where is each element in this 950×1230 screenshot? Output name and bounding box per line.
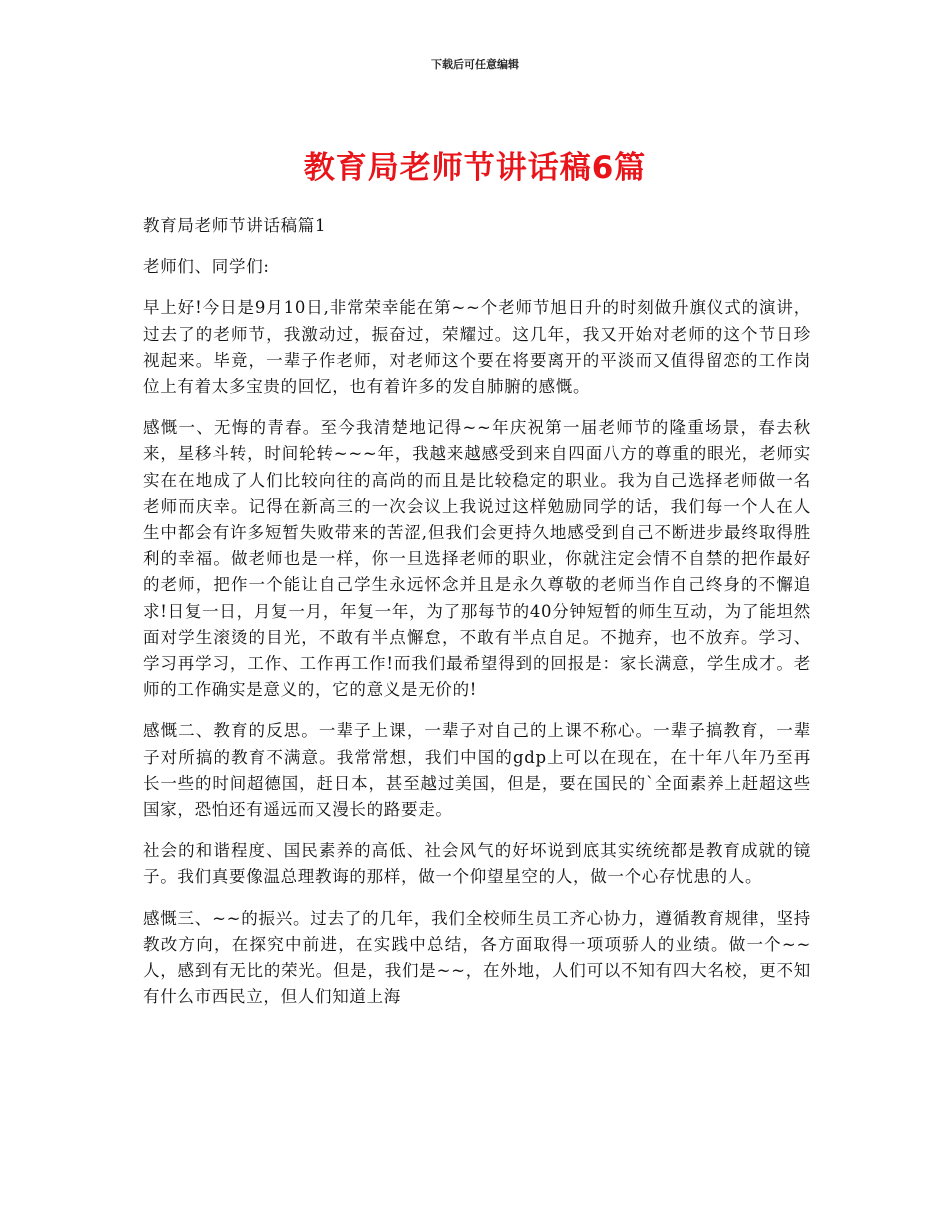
body-paragraph: 早上好!今日是9月10日,非常荣幸能在第~~个老师节旭日升的时刻做升旗仪式的演讲，过去了的老师节，我激动过，振奋过，荣耀过。这几年，我又开始对老师的这个节日珍视起来。毕竟，一辈子作老师，对老师这个要在将要离开的平淡而又值得留恋的工作岗位上有着太多宝贵的回忆，也有着许多的发自肺腑的感慨。 xyxy=(143,298,811,397)
salutation: 老师们、同学们: xyxy=(143,257,270,277)
header-note: 下载后可任意编辑 xyxy=(431,58,519,71)
body-paragraph: 感慨一、无悔的青春。至今我清楚地记得~~年庆祝第一届老师节的隆重场景，春去秋来，星移斗转，时间轮转~~~年，我越来越感受到来自四面八方的尊重的眼光，老师实实在在地成了人们比较向往的高尚的而且是比较稳定的职业。我为自己选择老师做一名老师而庆幸。记得在新高三的一次会议上我说过这样勉励同学的话，我们每一个人在人生中都会有许多短暂失败带来的苦涩,但我们会更持久地感受到自己不断进步最终取得胜利的幸福。做老师也是一样，你一旦选择老师的职业，你就注定会情不自禁的把作最好的老师，把作一个能让自己学生永远怀念并且是永久尊敬的老师当作自己终身的不懈追求!日复一日，月复一月，年复一年，为了那每节的40分钟短暂的师生互动，为了能坦然面对学生滚烫的目光，不敢有半点懈怠，不敢有半点自足。不抛弃，也不放弃。学习、学习再学习，工作、工作再工作!而我们最希望得到的回报是：家长满意，学生成才。老师的工作确实是意义的，它的意义是无价的! xyxy=(143,418,811,700)
section-heading: 教育局老师节讲话稿篇1 xyxy=(143,216,327,235)
document-body xyxy=(143,213,811,1010)
body-paragraph: 感慨二、教育的反思。一辈子上课，一辈子对自己的上课不称心。一辈子搞教育，一辈子对所搞的教育不满意。我常常想，我们中国的gdp上可以在现在，在十年八年乃至再长一些的时间超德国，赶日本，甚至越过美国，但是，要在国民的`全面素养上赶超这些国家，恐怕还有遥远而又漫长的路要走。 xyxy=(143,721,811,820)
body-paragraph: 感慨三、~~的振兴。过去了的几年，我们全校师生员工齐心协力，遵循教育规律，坚持教改方向，在探究中前进，在实践中总结，各方面取得一项项骄人的业绩。做一个~~人，感到有无比的荣光。但是，我们是~~，在外地，人们可以不知有四大名校，更不知有什么市西民立，但人们知道上海 xyxy=(143,908,811,1007)
document-title: 教育局老师节讲话稿6篇 xyxy=(303,150,647,186)
body-paragraph: 社会的和谐程度、国民素养的高低、社会风气的好坏说到底其实统统都是教育成就的镜子。我们真要像温总理教诲的那样，做一个仰望星空的人，做一个心存忧患的人。 xyxy=(143,841,811,887)
